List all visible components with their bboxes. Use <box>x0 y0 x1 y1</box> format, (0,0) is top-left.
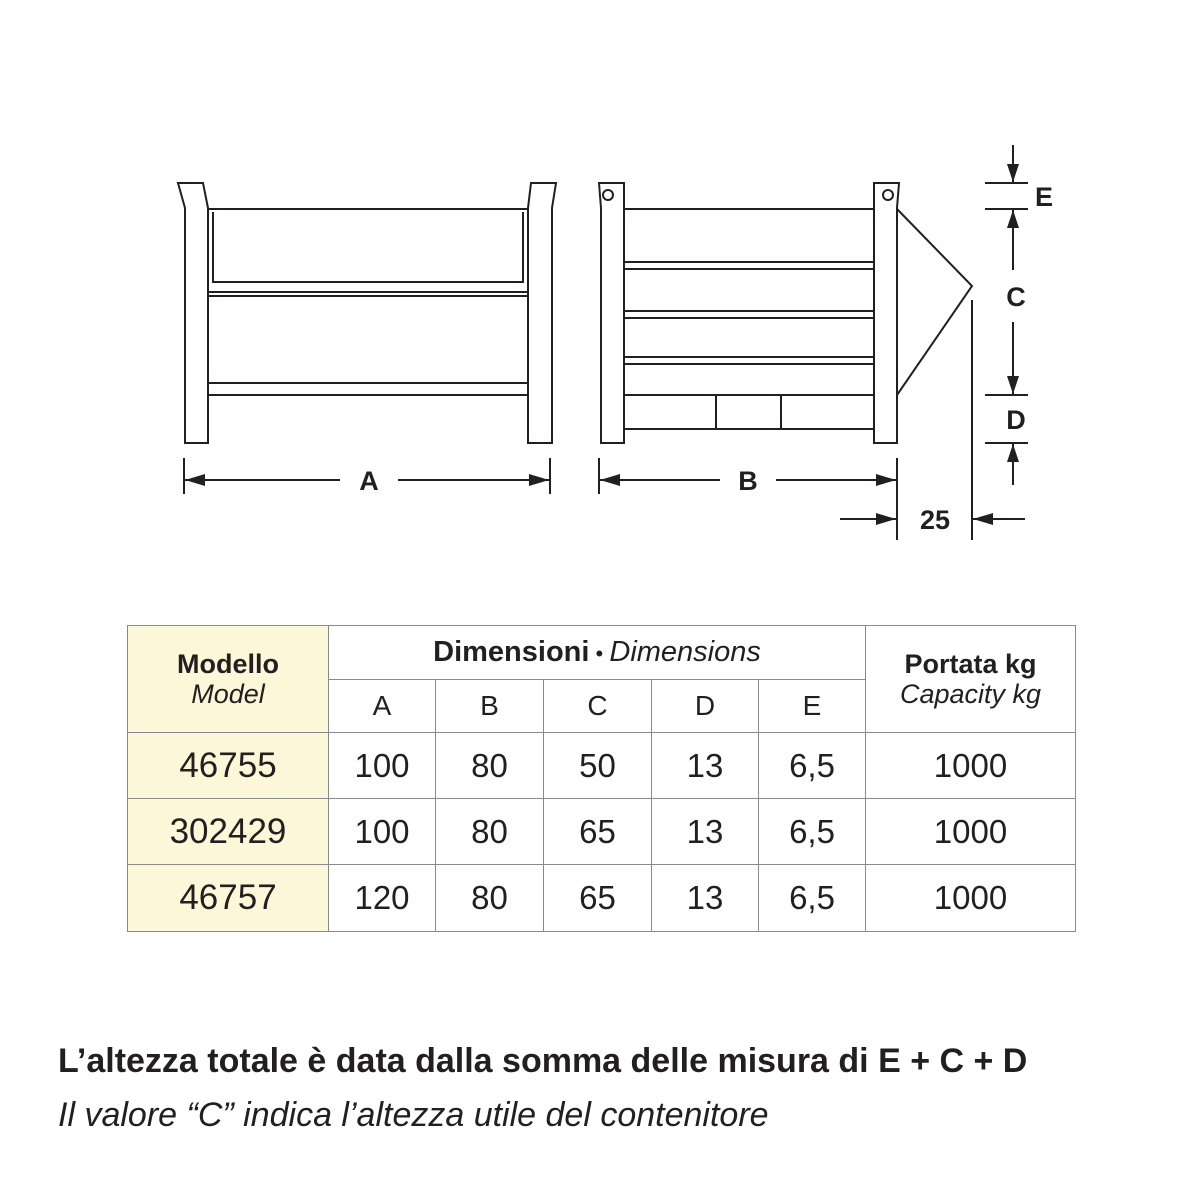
column-header-b: B <box>436 680 544 733</box>
dimensions-header-separator: • <box>589 641 610 666</box>
arrow-left-icon <box>600 474 620 486</box>
arrow-right-icon <box>876 513 896 525</box>
model-number: 46755 <box>128 733 329 799</box>
capacity-header-en: Capacity kg <box>899 679 1042 709</box>
table-row <box>128 865 1076 932</box>
container-technical-drawing <box>0 0 1200 560</box>
arrow-up-icon <box>1007 210 1019 228</box>
value-c: 65 <box>544 865 652 932</box>
dimension-offset <box>840 300 1025 540</box>
value-d: 13 <box>652 733 759 799</box>
arrow-up-icon <box>1007 444 1019 462</box>
value-e: 6,5 <box>759 865 866 932</box>
model-header <box>128 626 329 733</box>
dimension-label-c: C <box>1006 282 1026 312</box>
total-height-note: L’altezza totale è data dalla somma delle misura di E + C + D <box>58 1042 1028 1080</box>
value-c: 65 <box>544 799 652 865</box>
value-d: 13 <box>652 865 759 932</box>
front-view <box>178 183 556 443</box>
table-row <box>128 733 1076 799</box>
value-b: 80 <box>436 865 544 932</box>
value-capacity: 1000 <box>866 799 1076 865</box>
value-capacity: 1000 <box>866 865 1076 932</box>
arrow-left-icon <box>973 513 993 525</box>
arrow-right-icon <box>529 474 549 486</box>
model-number: 46757 <box>128 865 329 932</box>
dimensions-table <box>127 625 1076 932</box>
arrow-left-icon <box>185 474 205 486</box>
column-header-a: A <box>329 680 436 733</box>
dimension-label-offset: 25 <box>919 505 951 535</box>
value-d: 13 <box>652 799 759 865</box>
arrow-down-icon <box>1007 376 1019 394</box>
value-e: 6,5 <box>759 733 866 799</box>
capacity-header <box>866 626 1076 733</box>
model-number: 302429 <box>128 799 329 865</box>
column-header-c: C <box>544 680 652 733</box>
value-a: 100 <box>329 799 436 865</box>
arrow-down-icon <box>1007 164 1019 182</box>
dimension-label-a: A <box>359 466 379 496</box>
capacity-header-it: Portata kg <box>904 649 1037 679</box>
value-a: 100 <box>329 733 436 799</box>
column-header-e: E <box>759 680 866 733</box>
value-capacity: 1000 <box>866 733 1076 799</box>
dimension-label-b: B <box>738 466 758 496</box>
dimensions-header-en: Dimensions <box>609 636 761 668</box>
dimension-label-e: E <box>1034 182 1054 212</box>
value-e: 6,5 <box>759 799 866 865</box>
useful-height-note: Il valore “C” indica l’altezza utile del contenitore <box>58 1096 769 1134</box>
table-row <box>128 799 1076 865</box>
arrow-right-icon <box>876 474 896 486</box>
value-c: 50 <box>544 733 652 799</box>
dimension-label-d: D <box>1006 405 1026 435</box>
model-header-it: Modello <box>177 649 279 679</box>
side-view <box>599 183 972 443</box>
value-b: 80 <box>436 733 544 799</box>
dimensions-header <box>329 626 866 680</box>
value-b: 80 <box>436 799 544 865</box>
value-a: 120 <box>329 865 436 932</box>
model-header-en: Model <box>191 679 265 709</box>
dimensions-header-it: Dimensioni <box>433 636 590 668</box>
column-header-d: D <box>652 680 759 733</box>
